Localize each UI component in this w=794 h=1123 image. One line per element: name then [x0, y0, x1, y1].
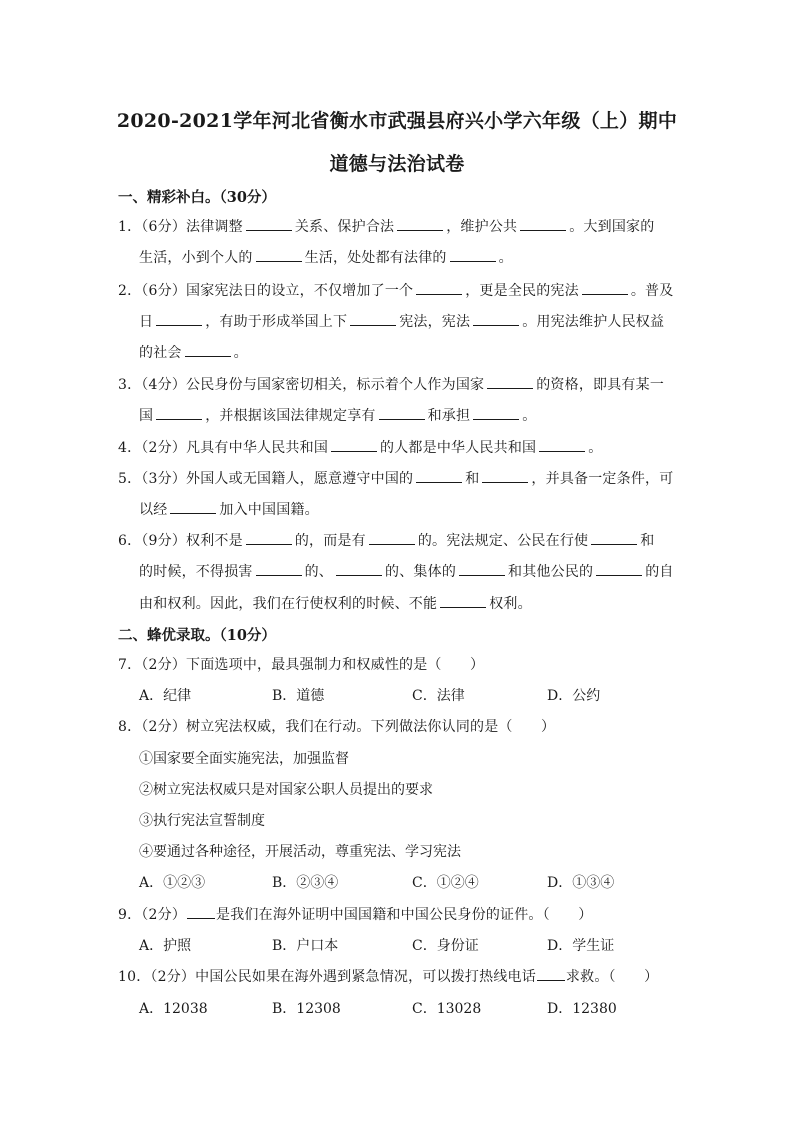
blank [537, 966, 565, 981]
blank [156, 405, 202, 420]
blank [185, 342, 231, 357]
question-10-option-d: D．12380 [547, 1001, 617, 1017]
blank [256, 561, 302, 576]
question-8-stem: 8．（2分）树立宪法权威，我们在行动。下列做法你认同的是（ ） [118, 719, 556, 735]
blank [582, 280, 628, 295]
question-7-option-b: B．道德 [272, 688, 325, 704]
question-1-line1: 1．（6分）法律调整 关系、保护合法 ，维护公共 。大到国家的 [118, 216, 654, 236]
question-10-option-b: B．12308 [272, 1001, 341, 1017]
question-6-line2: 的时候，不得损害 的、 的、集体的 和其他公民的 的自 [139, 561, 674, 581]
blank [369, 530, 415, 545]
blank [156, 311, 202, 326]
question-9-option-c: C．身份证 [412, 938, 479, 954]
question-7-option-c: C．法律 [412, 688, 465, 704]
question-8-option-d: D．①③④ [547, 875, 615, 891]
blank [170, 499, 216, 514]
question-8-option-b: B．②③④ [272, 875, 339, 891]
blank [459, 561, 505, 576]
question-7-option-d: D．公约 [547, 688, 601, 704]
question-10-option-c: C．13028 [412, 1001, 482, 1017]
blank [331, 437, 377, 452]
exam-title-line1: 2020-2021学年河北省衡水市武强县府兴小学六年级（上）期中 [116, 110, 678, 132]
section1-heading: 一、精彩补白。（30分） [118, 189, 276, 206]
question-2-line3: 的社会 。 [139, 342, 248, 362]
blank [246, 530, 292, 545]
question-7-option-a: A．纪律 [139, 688, 192, 704]
question-9-option-d: D．学生证 [547, 938, 615, 954]
question-8-statement-3: ③执行宪法宣誓制度 [139, 813, 265, 829]
blank [440, 593, 486, 608]
question-7-stem: 7．（2分）下面选项中，最具强制力和权威性的是（ ） [118, 657, 485, 673]
question-1-line2: 生活，小到个人的 生活，处处都有法律的 。 [139, 247, 513, 267]
blank [416, 280, 462, 295]
blank [336, 561, 382, 576]
question-8-option-c: C．①②④ [412, 875, 479, 891]
question-9-stem: 9．（2分） 是我们在海外证明中国国籍和中国公民身份的证件。（ ） [118, 904, 592, 924]
blank [473, 405, 519, 420]
exam-title-line2: 道德与法治试卷 [329, 153, 465, 175]
question-10-stem: 10．（2分）中国公民如果在海外遇到紧急情况，可以拨打热线电话 求救。（ ） [118, 966, 658, 986]
question-3-line1: 3．（4分）公民身份与国家密切相关，标示着个人作为国家 的资格，即具有某一 [118, 374, 664, 394]
blank [397, 216, 443, 231]
blank [591, 530, 637, 545]
question-8-statement-2: ②树立宪法权威只是对国家公职人员提出的要求 [139, 782, 433, 798]
question-8-option-a: A．①②③ [139, 875, 206, 891]
question-8-statement-1: ①国家要全面实施宪法，加强监督 [139, 751, 349, 767]
blank [256, 247, 302, 262]
question-6-line3: 由和权利。因此，我们在行使权利的时候、不能 权利。 [139, 593, 532, 613]
blank [246, 216, 292, 231]
question-9-option-b: B．户口本 [272, 938, 339, 954]
blank [379, 405, 425, 420]
question-5-line1: 5．（3分）外国人或无国籍人，愿意遵守中国的 和 ，并具备一定条件，可 [118, 468, 673, 488]
blank [482, 468, 528, 483]
question-9-option-a: A．护照 [139, 938, 192, 954]
blank [416, 468, 462, 483]
question-4: 4．（2分）凡具有中华人民共和国 的人都是中华人民共和国 。 [118, 437, 602, 457]
question-8-statement-4: ④要通过各种途径，开展活动，尊重宪法、学习宪法 [139, 844, 461, 860]
section2-heading: 二、蜂优录取。（10分） [118, 627, 276, 644]
blank [473, 311, 519, 326]
question-5-line2: 以经 加入中国国籍。 [139, 499, 319, 519]
blank [450, 247, 496, 262]
blank [350, 311, 396, 326]
question-10-option-a: A．12038 [139, 1001, 208, 1017]
question-3-line2: 国 ，并根据该国法律规定享有 和承担 。 [139, 405, 536, 425]
blank [520, 216, 566, 231]
blank [596, 561, 642, 576]
blank [539, 437, 585, 452]
blank [187, 904, 215, 919]
question-2-line2: 日 ，有助于形成举国上下 宪法，宪法 。用宪法维护人民权益 [139, 311, 664, 331]
question-6-line1: 6．（9分）权利不是 的，而是有 的。宪法规定、公民在行使 和 [118, 530, 654, 550]
question-2-line1: 2．（6分）国家宪法日的设立，不仅增加了一个 ，更是全民的宪法 。普及 [118, 280, 673, 300]
blank [487, 374, 533, 389]
